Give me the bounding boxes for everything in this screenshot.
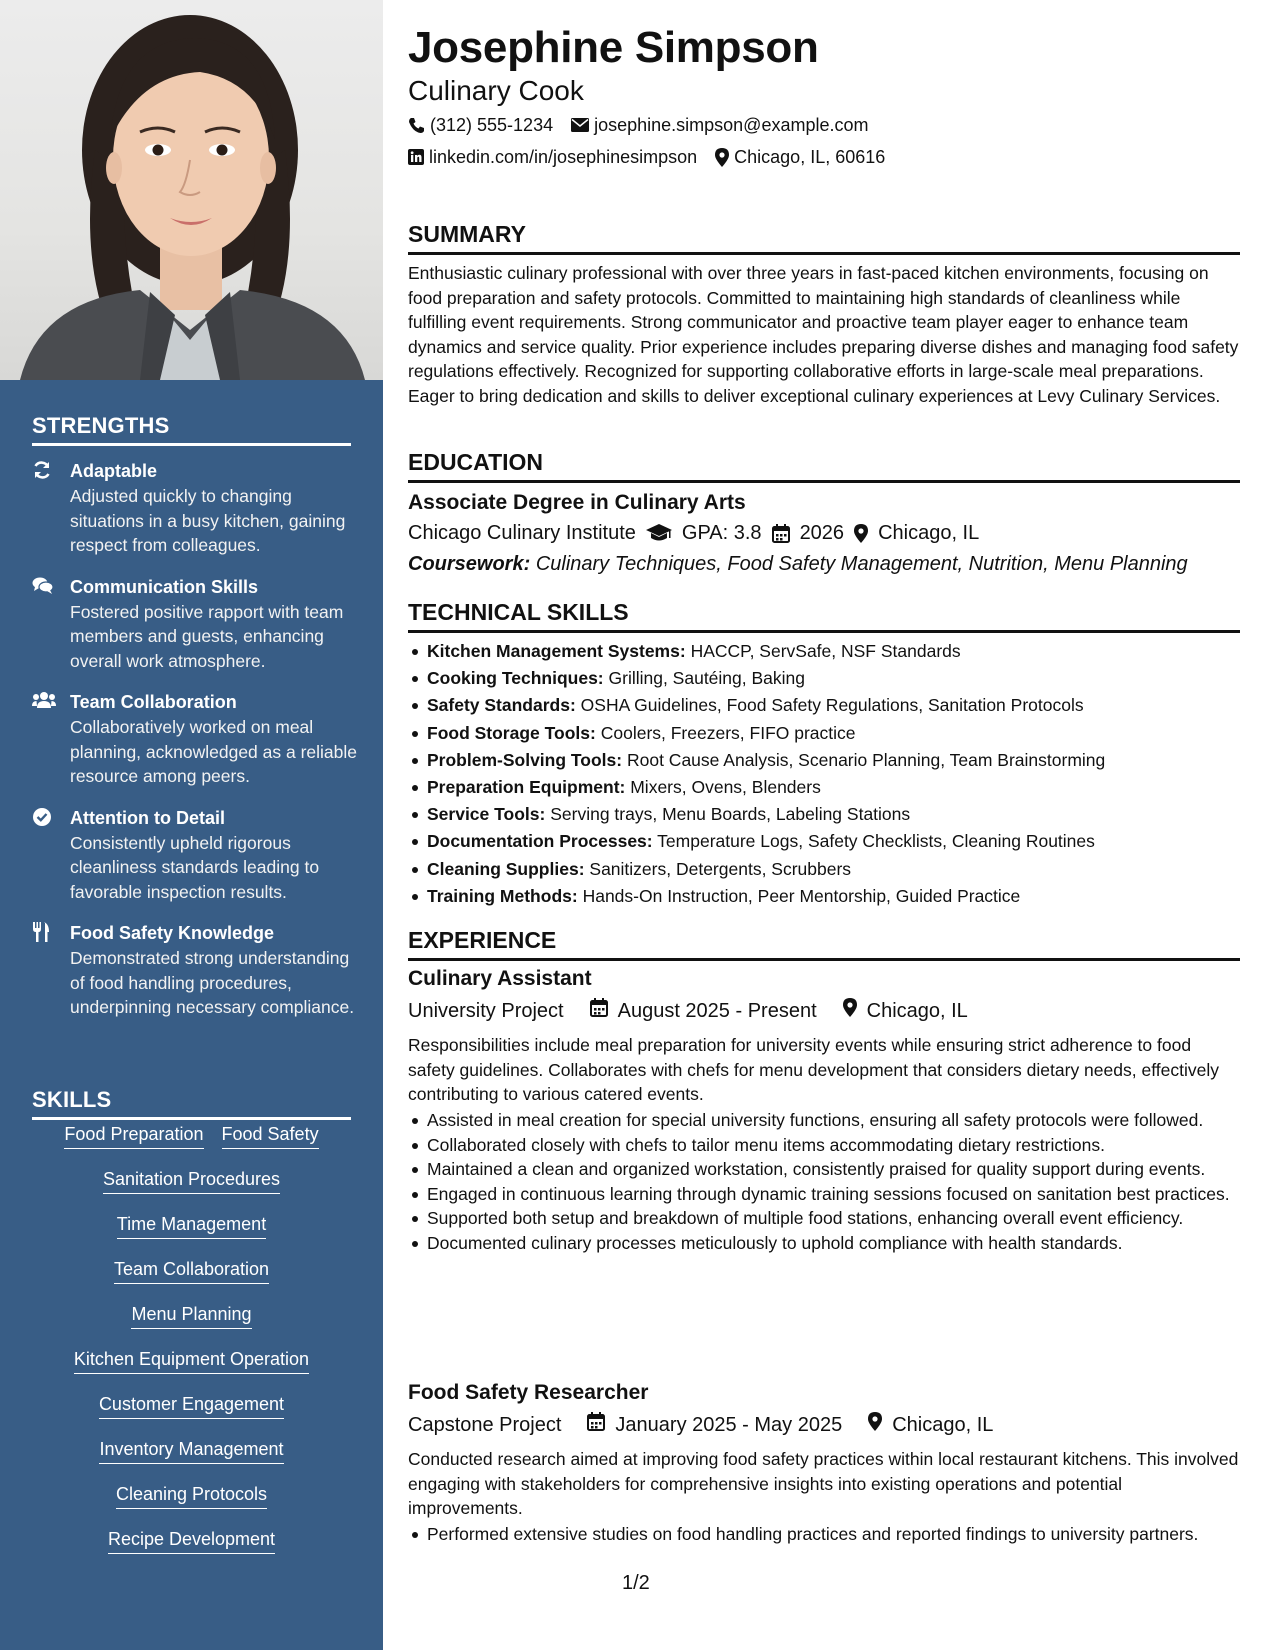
strength-title: Food Safety Knowledge <box>70 923 275 943</box>
strengths-list <box>32 458 357 1036</box>
strength-description: Demonstrated strong understanding of food handling procedures, underpinning necessary compliance. <box>70 948 355 1017</box>
job-dates: January 2025 - May 2025 <box>615 1414 843 1436</box>
location-text: Chicago, IL, 60616 <box>734 147 886 167</box>
job-meta <box>408 1411 993 1439</box>
list-item: Maintained a clean and organized workstation, consistently praised for quality support during events. <box>408 1157 1240 1182</box>
skill-tag: Food Preparation <box>64 1122 203 1149</box>
graduation-year: 2026 <box>799 522 845 544</box>
contact-row-1 <box>408 113 869 137</box>
degree-name: Associate Degree in Culinary Arts <box>408 491 746 514</box>
list-item: Supported both setup and breakdown of multiple food stations, enhancing overall event efficiency. <box>408 1206 1240 1231</box>
coursework-list: Culinary Techniques, Food Safety Management, Nutrition, Menu Planning <box>535 553 1188 575</box>
skills-list <box>32 1122 351 1572</box>
skill-tag: Team Collaboration <box>114 1257 269 1284</box>
job-organization: Capstone Project <box>408 1414 562 1436</box>
strength-item <box>32 689 357 789</box>
education-heading: EDUCATION <box>408 447 1240 483</box>
location-pin-icon <box>854 524 868 543</box>
calendar-icon <box>590 997 608 1025</box>
skill-tag: Kitchen Equipment Operation <box>74 1347 309 1374</box>
strengths-heading: STRENGTHS <box>32 413 351 446</box>
list-item: Assisted in meal creation for special university functions, ensuring all safety protocols were followed. <box>408 1108 1240 1133</box>
job-meta <box>408 997 968 1025</box>
list-item: Cleaning Supplies: Sanitizers, Detergents, Scrubbers <box>408 856 1240 883</box>
profile-photo <box>0 0 383 380</box>
strength-item <box>32 805 357 905</box>
skills-heading: SKILLS <box>32 1087 351 1120</box>
list-item: Problem-Solving Tools: Root Cause Analysis, Scenario Planning, Team Brainstorming <box>408 747 1240 774</box>
candidate-name: Josephine Simpson <box>408 23 819 72</box>
strength-description: Consistently upheld rigorous cleanliness standards leading to favorable inspection results. <box>70 832 320 902</box>
strength-title: Attention to Detail <box>70 807 225 828</box>
list-item: Kitchen Management Systems: HACCP, ServSafe, NSF Standards <box>408 638 1240 665</box>
list-item: Performed extensive studies on food handling practices and reported findings to university partners. <box>408 1522 1240 1547</box>
list-item: Service Tools: Serving trays, Menu Boards, Labeling Stations <box>408 801 1240 828</box>
experience-heading: EXPERIENCE <box>408 925 1240 961</box>
skill-tag: Food Safety <box>222 1122 319 1149</box>
job-location: Chicago, IL <box>866 1000 968 1022</box>
coursework-line <box>408 550 1188 578</box>
list-item: Food Storage Tools: Coolers, Freezers, FIFO practice <box>408 720 1240 747</box>
linkedin-link[interactable]: linkedin.com/in/josephinesimpson <box>429 147 698 167</box>
chat-icon <box>32 574 70 674</box>
job-bullets <box>408 1108 1240 1255</box>
location-pin-icon <box>715 148 729 167</box>
check-circle-icon <box>32 805 70 905</box>
job-title: Food Safety Researcher <box>408 1381 649 1404</box>
location-pin-icon <box>843 997 857 1025</box>
skill-tag: Sanitation Procedures <box>103 1167 280 1194</box>
gpa-text: GPA: 3.8 <box>681 522 762 544</box>
job-title: Culinary Assistant <box>408 967 592 990</box>
candidate-title: Culinary Cook <box>408 75 584 106</box>
job-bullets <box>408 1522 1240 1547</box>
summary-heading: SUMMARY <box>408 219 1240 255</box>
skill-tag: Time Management <box>117 1212 266 1239</box>
list-item: Training Methods: Hands-On Instruction, Peer Mentorship, Guided Practice <box>408 883 1240 910</box>
strength-description: Collaboratively worked on meal planning, acknowledged as a reliable resource among peers. <box>70 717 358 786</box>
job-dates: August 2025 - Present <box>617 1000 817 1022</box>
list-item: Documented culinary processes meticulously to uphold compliance with health standards. <box>408 1231 1240 1256</box>
users-icon <box>32 689 70 789</box>
strength-item <box>32 920 357 1020</box>
job-description: Responsibilities include meal preparation for university events while ensuring strict adherence to food safety guidelines. Collaborates with chefs for menu development that considers dietary needs, effectively contributing to various catered events. <box>408 1035 1219 1104</box>
list-item: Collaborated closely with chefs to tailor menu items accommodating dietary restrictions. <box>408 1133 1240 1158</box>
strength-title: Communication Skills <box>70 576 259 597</box>
strength-title: Adaptable <box>70 461 158 481</box>
technical-skills-list <box>408 638 1240 910</box>
graduation-cap-icon <box>646 524 672 542</box>
school-name: Chicago Culinary Institute <box>408 522 636 544</box>
strength-description: Fostered positive rapport with team members and guests, enhancing overall work atmosphere. <box>70 601 344 671</box>
utensils-icon <box>32 920 70 1020</box>
calendar-icon <box>587 1411 605 1439</box>
strength-title: Team Collaboration <box>70 692 237 712</box>
list-item: Engaged in continuous learning through dynamic training sessions focused on sanitation best practices. <box>408 1182 1240 1207</box>
email-link[interactable]: josephine.simpson@example.com <box>594 115 869 135</box>
skill-tag: Customer Engagement <box>99 1392 284 1419</box>
linkedin-icon <box>408 149 424 165</box>
sidebar <box>0 0 383 1650</box>
refresh-icon <box>32 458 70 558</box>
strength-description: Adjusted quickly to changing situations in a busy kitchen, gaining respect from colleagues. <box>70 486 346 555</box>
list-item: Documentation Processes: Temperature Logs, Safety Checklists, Cleaning Routines <box>408 828 1240 855</box>
skill-tag: Cleaning Protocols <box>116 1482 267 1509</box>
list-item: Safety Standards: OSHA Guidelines, Food Safety Regulations, Sanitation Protocols <box>408 692 1240 719</box>
skill-tag: Recipe Development <box>108 1527 275 1554</box>
location-pin-icon <box>868 1411 882 1439</box>
list-item: Preparation Equipment: Mixers, Ovens, Blenders <box>408 774 1240 801</box>
page-number: 1/2 <box>622 1572 650 1594</box>
coursework-label: Coursework: <box>408 553 531 575</box>
summary-text: Enthusiastic culinary professional with over three years in fast-paced kitchen environments, focusing on food preparation and safety protocols. Committed to maintaining high standards of cleanliness while fulfilling event requirements. Strong communicator and proactive team player eager to enhance team dynamics and service quality. Prior experience includes preparing diverse dishes and managing food safety regulations effectively. Recognized for supporting collaborative efforts in large-scale meal preparations. Eager to bring dedication and skills to deliver exceptional culinary experiences at Levy Culinary Services. <box>408 263 1239 406</box>
list-item: Cooking Techniques: Grilling, Sautéing, Baking <box>408 665 1240 692</box>
strength-item <box>32 458 357 558</box>
phone-icon <box>408 117 425 134</box>
job-location: Chicago, IL <box>892 1414 994 1436</box>
email-icon <box>571 118 589 132</box>
phone-number[interactable]: (312) 555-1234 <box>430 115 554 135</box>
technical-skills-heading: TECHNICAL SKILLS <box>408 597 1240 633</box>
education-meta <box>408 519 979 547</box>
strength-item <box>32 574 357 674</box>
contact-row-2 <box>408 145 885 169</box>
calendar-icon <box>772 524 790 543</box>
skill-tag: Menu Planning <box>131 1302 251 1329</box>
skill-tag: Inventory Management <box>99 1437 283 1464</box>
school-location: Chicago, IL <box>878 522 980 544</box>
job-organization: University Project <box>408 1000 564 1022</box>
job-description: Conducted research aimed at improving food safety practices within local restaurant kitchens. This involved engaging with stakeholders for comprehensive insights into existing operations and potential improvements. <box>408 1449 1239 1518</box>
